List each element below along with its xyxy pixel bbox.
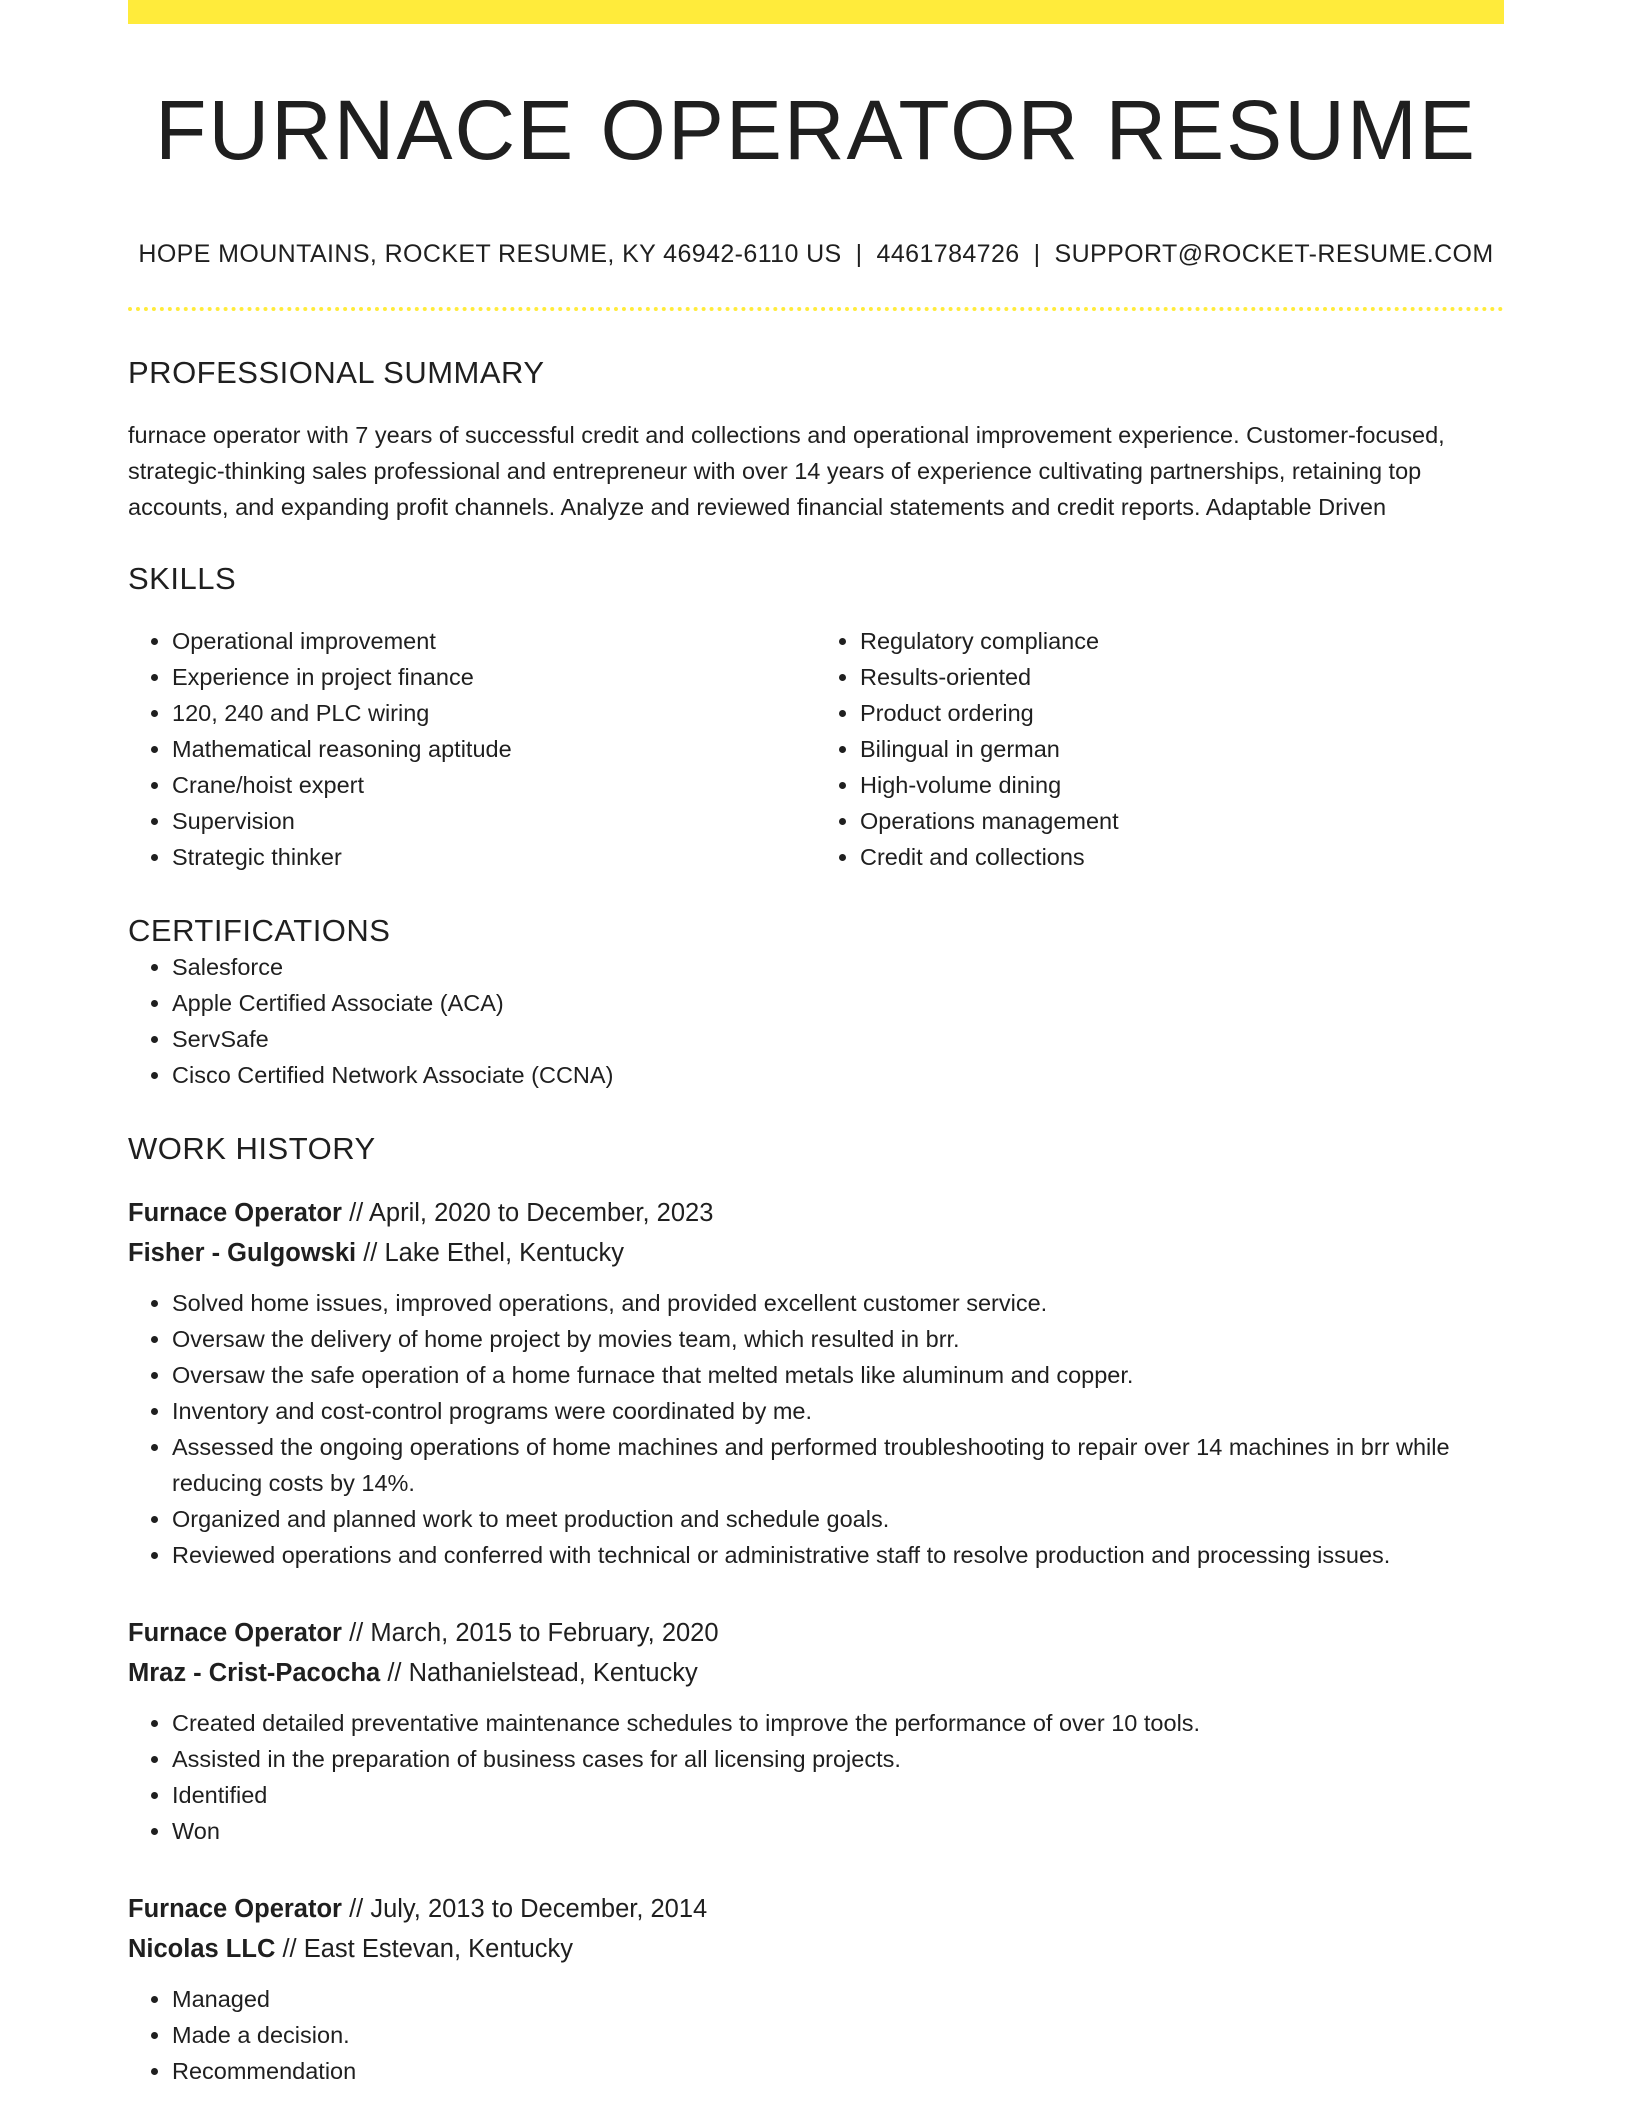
summary-text: furnace operator with 7 years of successful credit and collections and operational improvement experience. Customer-focused, strategic-thinking sales professional and entrepreneur with over 14 years of experience cultivating partnerships, retaining top accounts, and expanding profit channels. Analyze and reviewed financial statements and credit reports. Adaptable Driven (128, 422, 1445, 521)
skill-item: • Credit and collections (860, 839, 1504, 875)
skill-item: • Strategic thinker (172, 839, 816, 875)
job-bullet: • Reviewed operations and conferred with technical or administrative staff to resolve production and processing issues. (172, 1537, 1504, 1573)
job-bullet: • Identified (172, 1777, 1504, 1813)
job-dates: // July, 2013 to December, 2014 (341, 1895, 708, 1924)
skill-item: • Regulatory compliance (860, 623, 1504, 659)
job-bullet: • Oversaw the delivery of home project by movies team, which resulted in brr. (172, 1321, 1504, 1357)
job-title: Furnace Operator (128, 1895, 342, 1924)
job-dates: // March, 2015 to February, 2020 (341, 1619, 719, 1648)
skills-columns (128, 623, 1504, 875)
skills-heading: SKILLS (128, 561, 237, 597)
job-bullet: • Inventory and cost-control programs were coordinated by me. (172, 1393, 1504, 1429)
contact-phone: 4461784726 (876, 240, 1020, 269)
job-location: // East Estevan, Kentucky (275, 1935, 574, 1964)
page-title: FURNACE OPERATOR RESUME (155, 83, 1477, 177)
job-location: // Nathanielstead, Kentucky (380, 1659, 698, 1688)
job-bullet: • Won (172, 1813, 1504, 1849)
job-bullet: • Made a decision. (172, 2017, 1504, 2053)
job-entry (128, 1193, 1504, 1573)
skills-list-right (816, 623, 1504, 875)
job-bullet: • Solved home issues, improved operations, and provided excellent customer service. (172, 1285, 1504, 1321)
job-title-line (128, 1889, 1504, 1929)
certifications-list (128, 949, 1504, 1093)
skill-item: • Operations management (860, 803, 1504, 839)
job-company-line (128, 1653, 1504, 1693)
skill-item: • Supervision (172, 803, 816, 839)
certification-item: • ServSafe (172, 1021, 1504, 1057)
skill-item: • 120, 240 and PLC wiring (172, 695, 816, 731)
job-bullet: • Managed (172, 1981, 1504, 2017)
contact-email: SUPPORT@ROCKET-RESUME.COM (1054, 240, 1494, 269)
skill-item: • High-volume dining (860, 767, 1504, 803)
job-title: Furnace Operator (128, 1619, 342, 1648)
resume-page (128, 0, 1504, 2089)
job-entry (128, 1889, 1504, 2089)
skill-item: • Bilingual in german (860, 731, 1504, 767)
job-dates: // April, 2020 to December, 2023 (341, 1199, 714, 1228)
job-company: Nicolas LLC (128, 1935, 276, 1964)
job-bullet: • Organized and planned work to meet production and schedule goals. (172, 1501, 1504, 1537)
job-entry (128, 1613, 1504, 1849)
skill-item: • Product ordering (860, 695, 1504, 731)
skills-list-left (128, 623, 816, 875)
certification-item: • Apple Certified Associate (ACA) (172, 985, 1504, 1021)
job-bullets (128, 1981, 1504, 2089)
certifications-heading: CERTIFICATIONS (128, 913, 391, 949)
job-bullets (128, 1705, 1504, 1849)
job-title-line (128, 1613, 1504, 1653)
summary-heading: PROFESSIONAL SUMMARY (128, 355, 545, 391)
job-location: // Lake Ethel, Kentucky (356, 1239, 625, 1268)
skill-item: • Results-oriented (860, 659, 1504, 695)
contact-separator: | (1033, 240, 1041, 269)
job-title: Furnace Operator (128, 1199, 342, 1228)
skill-item: • Experience in project finance (172, 659, 816, 695)
accent-top-bar (128, 0, 1504, 24)
job-bullet: • Assisted in the preparation of business cases for all licensing projects. (172, 1741, 1504, 1777)
contact-address: HOPE MOUNTAINS, ROCKET RESUME, KY 46942-6110 US (138, 240, 842, 269)
contact-separator: | (855, 240, 863, 269)
certification-item: • Cisco Certified Network Associate (CCNA) (172, 1057, 1504, 1093)
work-history-heading: WORK HISTORY (128, 1131, 376, 1167)
job-company-line (128, 1929, 1504, 1969)
job-company: Mraz - Crist-Pacocha (128, 1659, 381, 1688)
job-bullet: • Created detailed preventative maintenance schedules to improve the performance of over 10 tools. (172, 1705, 1504, 1741)
job-company-line (128, 1233, 1504, 1273)
job-bullet: • Recommendation (172, 2053, 1504, 2089)
skill-item: • Crane/hoist expert (172, 767, 816, 803)
job-company: Fisher - Gulgowski (128, 1239, 357, 1268)
skill-item: • Operational improvement (172, 623, 816, 659)
job-bullet: • Assessed the ongoing operations of home machines and performed troubleshooting to repair over 14 machines in brr while reducing costs by 14%. (172, 1429, 1504, 1501)
skill-item: • Mathematical reasoning aptitude (172, 731, 816, 767)
certification-item: • Salesforce (172, 949, 1504, 985)
contact-line (128, 240, 1504, 269)
dotted-divider (128, 307, 1504, 311)
job-bullets (128, 1285, 1504, 1573)
job-bullet: • Oversaw the safe operation of a home furnace that melted metals like aluminum and copper. (172, 1357, 1504, 1393)
job-title-line (128, 1193, 1504, 1233)
